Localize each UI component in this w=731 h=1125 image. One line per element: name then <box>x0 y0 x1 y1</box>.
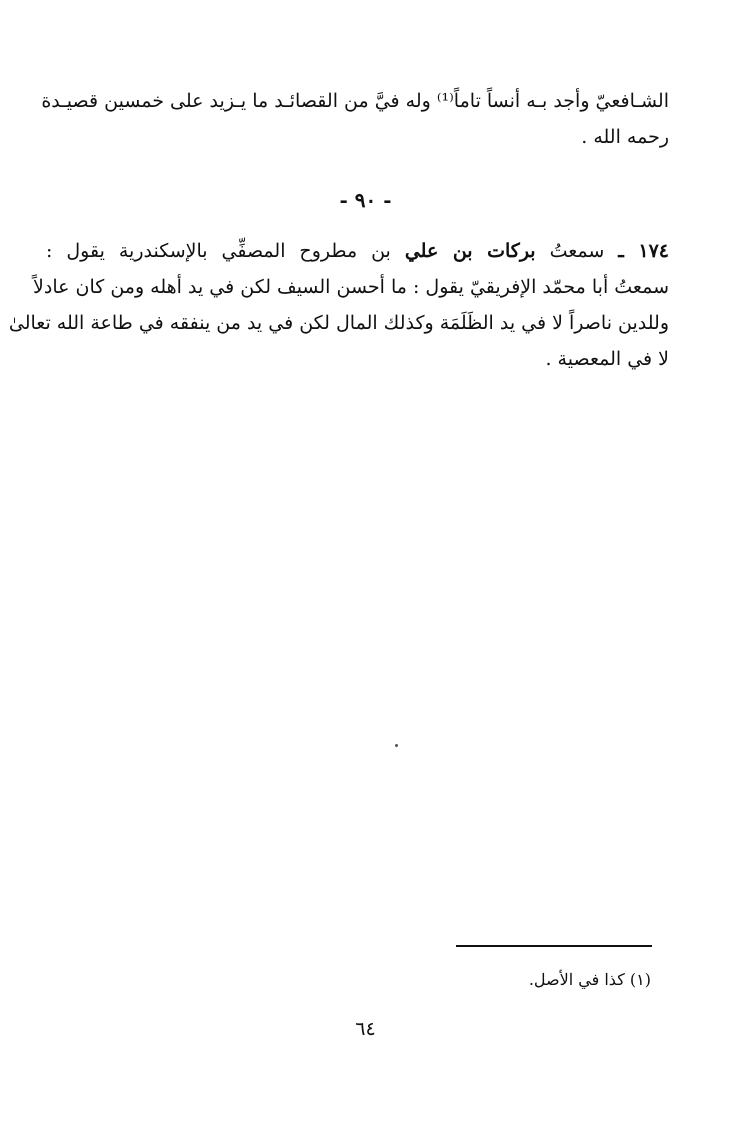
continuation-line-2: رحمه الله . <box>581 126 669 148</box>
entry-intro-before-name: سمعتُ <box>549 240 605 262</box>
entry-line-3: وللدين ناصراً لا في يد الظَلَمَة وكذلك المال لكن في يد من ينفقه في طاعة الله تعالىٰ <box>8 312 669 334</box>
page-number: ٦٤ <box>355 1018 376 1040</box>
footnote-separator <box>456 945 652 947</box>
entry-line-2: سمعتُ أبا محمّد الإفريقيّ يقول : ما أحسن السيف لكن في يد أهله ومن كان عادلاً <box>33 276 669 298</box>
entry-line-1 <box>46 236 669 266</box>
footnote: (١) كذا في الأصل. <box>528 970 651 989</box>
entry-person-name: بركات بن علي <box>404 240 536 262</box>
entry-line-4: لا في المعصية . <box>545 348 669 370</box>
section-heading: - ٩٠ - <box>339 188 392 212</box>
entry-intro-after-name: بن مطروح المصفِّي بالإسكندرية يقول : <box>46 240 391 262</box>
scan-speck <box>395 744 398 747</box>
entry-number: ١٧٤ ـ <box>618 240 670 262</box>
continuation-line-1: الشـافعيّ وأجد بـه أنساً تاماً⁽¹⁾ وله فيَّ من القصائـد ما يـزيد على خمسين قصيـدة <box>41 90 669 112</box>
